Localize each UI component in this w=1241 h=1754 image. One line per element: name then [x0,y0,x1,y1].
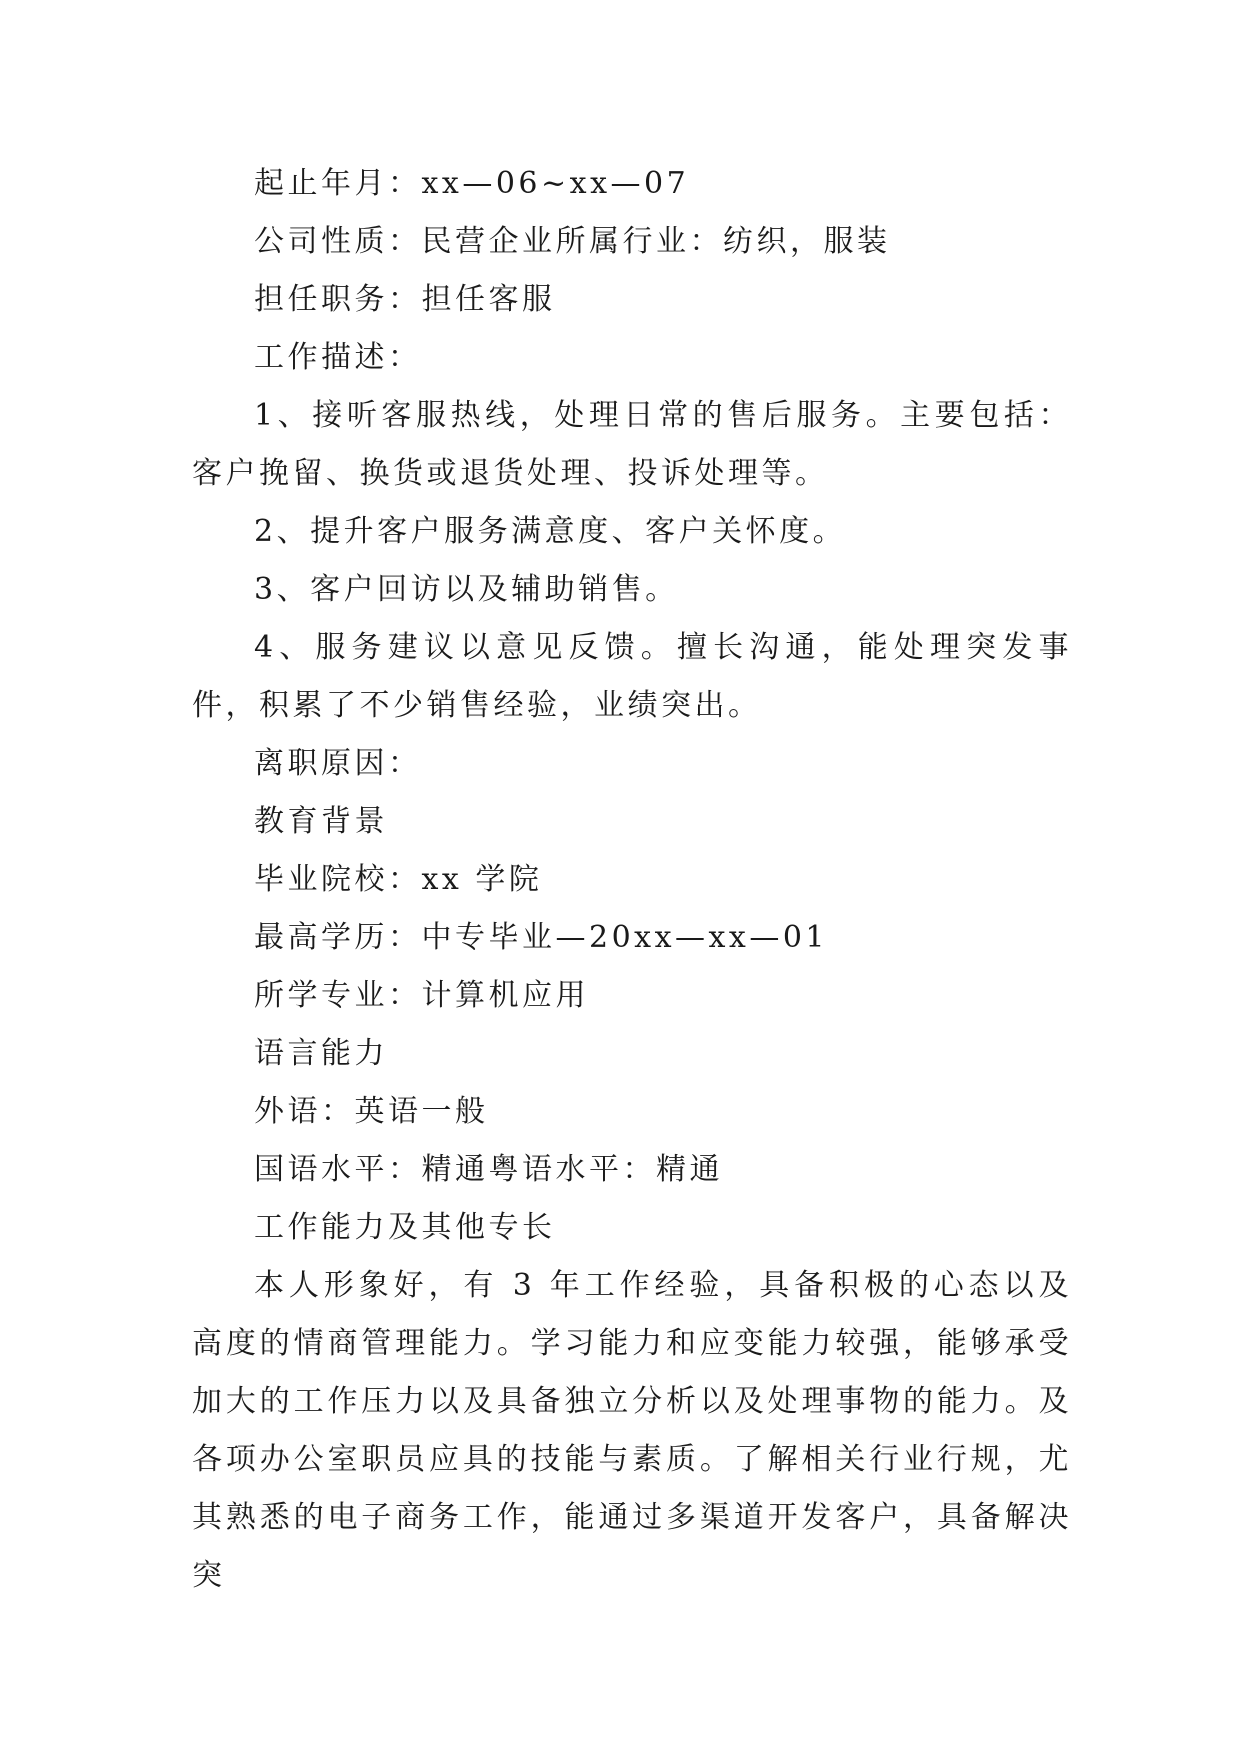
paragraph-school: 毕业院校：xx 学院 [254,862,543,897]
paragraph-period: 起止年月：xx—06~xx—07 [254,166,690,201]
paragraph-duty-3: 3、客户回访以及辅助销售。 [254,572,679,607]
paragraph-company-nature: 公司性质：民营企业所属行业：纺织，服装 [254,224,891,259]
section-heading-language: 语言能力 [254,1036,388,1071]
paragraph-duty-4: 4、服务建议以意见反馈。擅长沟通，能处理突发事件，积累了不少销售经验，业绩突出。 [192,630,1072,723]
paragraph-duty-2: 2、提升客户服务满意度、客户关怀度。 [254,514,847,549]
paragraph-foreign-language: 外语：英语一般 [254,1094,489,1129]
paragraph-duty-1: 1、接听客服热线，处理日常的售后服务。主要包括：客户挽留、换货或退货处理、投诉处理等。 [192,398,1072,491]
section-heading-skills: 工作能力及其他专长 [254,1210,556,1245]
document-body [192,155,1072,1605]
paragraph-degree: 最高学历：中专毕业—20xx—xx—01 [254,920,829,955]
section-heading-education: 教育背景 [254,804,388,839]
paragraph-major: 所学专业：计算机应用 [254,978,589,1013]
paragraph-self-assessment: 本人形象好，有 3 年工作经验，具备积极的心态以及高度的情商管理能力。学习能力和应变能力较强，能够承受加大的工作压力以及具备独立分析以及处理事物的能力。及各项办公室职员应具的技能与素质。了解相关行业行规，尤其熟悉的电子商务工作，能通过多渠道开发客户，具备解决突 [192,1268,1072,1593]
paragraph-leave-reason: 离职原因： [254,746,422,781]
paragraph-mandarin-cantonese: 国语水平：精通粤语水平：精通 [254,1152,723,1187]
paragraph-position: 担任职务：担任客服 [254,282,556,317]
paragraph-job-description-heading: 工作描述： [254,340,422,375]
